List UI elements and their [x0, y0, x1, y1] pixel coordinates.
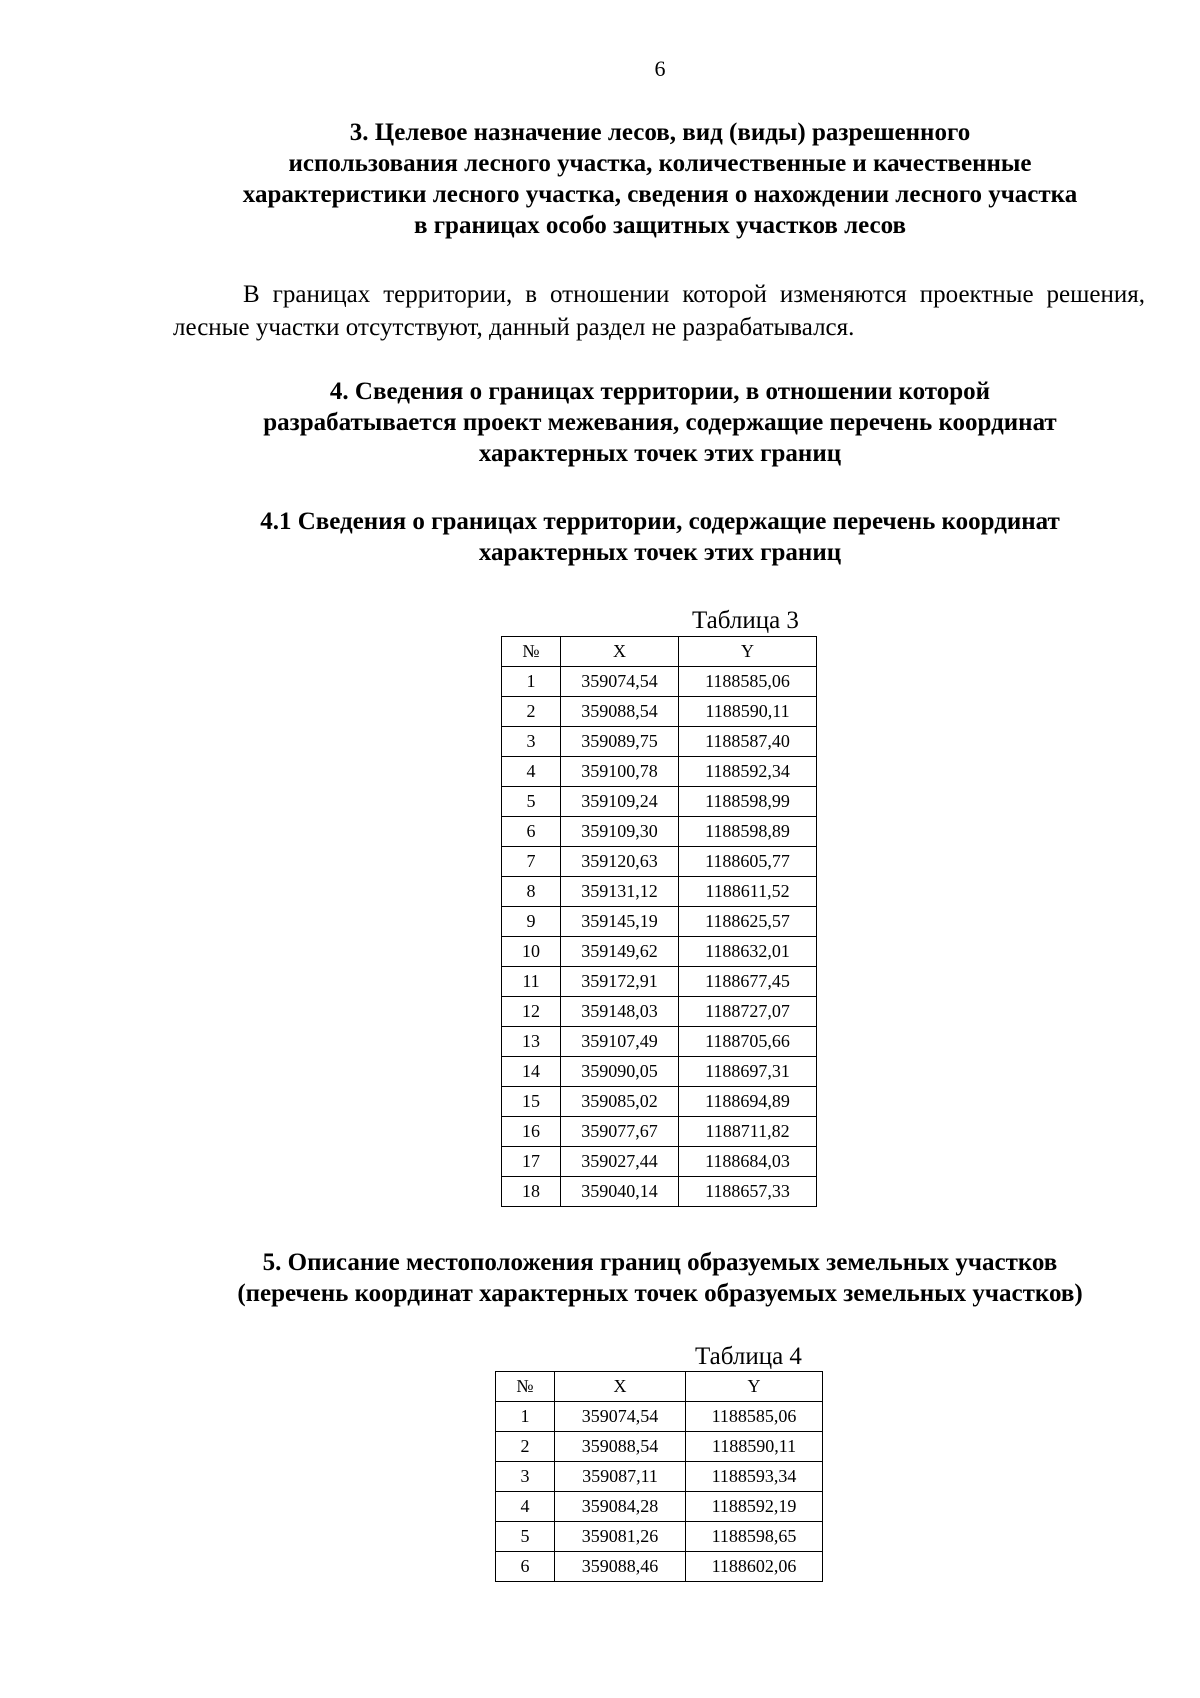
page-number: 6 — [654, 56, 666, 81]
point-number-cell: 2 — [502, 697, 561, 727]
y-coordinate-cell: 1188711,82 — [679, 1117, 817, 1147]
y-coordinate-cell: 1188632,01 — [679, 937, 817, 967]
y-coordinate-cell: 1188605,77 — [679, 847, 817, 877]
point-number-cell: 13 — [502, 1027, 561, 1057]
coordinates-table-4 — [495, 1371, 823, 1582]
point-number-cell: 7 — [502, 847, 561, 877]
table-row — [502, 1177, 817, 1207]
coordinates-table-3 — [501, 636, 817, 1207]
point-number-cell: 1 — [502, 667, 561, 697]
table-row — [502, 817, 817, 847]
point-number-cell: 5 — [502, 787, 561, 817]
table-row — [502, 1027, 817, 1057]
header-x: X — [561, 637, 679, 667]
table-row — [496, 1402, 823, 1432]
y-coordinate-cell: 1188657,33 — [679, 1177, 817, 1207]
table-row — [502, 697, 817, 727]
y-coordinate-cell: 1188598,65 — [686, 1522, 823, 1552]
x-coordinate-cell: 359077,67 — [561, 1117, 679, 1147]
section-3-paragraph — [173, 278, 1145, 344]
point-number-cell: 9 — [502, 907, 561, 937]
x-coordinate-cell: 359088,54 — [561, 697, 679, 727]
paragraph-text: В границах территории, в отношении которой изменяются проектные решения, лесные участки отсутствуют, данный раздел не разрабатывался. — [173, 281, 1145, 341]
table-row — [502, 1147, 817, 1177]
point-number-cell: 3 — [502, 727, 561, 757]
y-coordinate-cell: 1188590,11 — [686, 1432, 823, 1462]
y-coordinate-cell: 1188677,45 — [679, 967, 817, 997]
section-4-heading — [175, 376, 1145, 469]
x-coordinate-cell: 359149,62 — [561, 937, 679, 967]
x-coordinate-cell: 359109,30 — [561, 817, 679, 847]
section-3-heading — [175, 117, 1145, 241]
table-header-row — [496, 1372, 823, 1402]
table-row — [496, 1552, 823, 1582]
y-coordinate-cell: 1188598,99 — [679, 787, 817, 817]
table-row — [496, 1462, 823, 1492]
header-x: X — [555, 1372, 686, 1402]
point-number-cell: 2 — [496, 1432, 555, 1462]
x-coordinate-cell: 359131,12 — [561, 877, 679, 907]
y-coordinate-cell: 1188602,06 — [686, 1552, 823, 1582]
point-number-cell: 8 — [502, 877, 561, 907]
section-5-heading — [175, 1247, 1145, 1309]
y-coordinate-cell: 1188590,11 — [679, 697, 817, 727]
x-coordinate-cell: 359148,03 — [561, 997, 679, 1027]
x-coordinate-cell: 359074,54 — [561, 667, 679, 697]
x-coordinate-cell: 359089,75 — [561, 727, 679, 757]
point-number-cell: 11 — [502, 967, 561, 997]
x-coordinate-cell: 359088,46 — [555, 1552, 686, 1582]
x-coordinate-cell: 359107,49 — [561, 1027, 679, 1057]
table-3-caption: Таблица 3 — [692, 607, 799, 634]
heading-line: 5. Описание местоположения границ образуемых земельных участков — [262, 1249, 1058, 1276]
point-number-cell: 4 — [496, 1492, 555, 1522]
table-row — [502, 727, 817, 757]
y-coordinate-cell: 1188705,66 — [679, 1027, 817, 1057]
heading-line: характерных точек этих границ — [478, 539, 842, 566]
table-row — [502, 667, 817, 697]
heading-line: разрабатывается проект межевания, содержащие перечень координат — [263, 409, 1057, 436]
table-row — [502, 787, 817, 817]
table-4-caption: Таблица 4 — [695, 1343, 802, 1370]
x-coordinate-cell: 359100,78 — [561, 757, 679, 787]
table-row — [496, 1522, 823, 1552]
table-row — [502, 757, 817, 787]
heading-line: 4. Сведения о границах территории, в отношении которой — [329, 378, 991, 405]
point-number-cell: 17 — [502, 1147, 561, 1177]
heading-line: в границах особо защитных участков лесов — [413, 212, 907, 239]
header-number: № — [502, 637, 561, 667]
y-coordinate-cell: 1188585,06 — [686, 1402, 823, 1432]
heading-line: (перечень координат характерных точек образуемых земельных участков) — [237, 1280, 1083, 1307]
table-row — [502, 937, 817, 967]
table-row — [502, 907, 817, 937]
table-row — [502, 847, 817, 877]
x-coordinate-cell: 359074,54 — [555, 1402, 686, 1432]
point-number-cell: 6 — [496, 1552, 555, 1582]
heading-line: использования лесного участка, количественные и качественные — [288, 150, 1032, 177]
x-coordinate-cell: 359084,28 — [555, 1492, 686, 1522]
heading-line: характеристики лесного участка, сведения о нахождении лесного участка — [242, 181, 1078, 208]
y-coordinate-cell: 1188598,89 — [679, 817, 817, 847]
x-coordinate-cell: 359081,26 — [555, 1522, 686, 1552]
y-coordinate-cell: 1188697,31 — [679, 1057, 817, 1087]
y-coordinate-cell: 1188592,19 — [686, 1492, 823, 1522]
x-coordinate-cell: 359085,02 — [561, 1087, 679, 1117]
x-coordinate-cell: 359145,19 — [561, 907, 679, 937]
header-y: Y — [686, 1372, 823, 1402]
point-number-cell: 4 — [502, 757, 561, 787]
table-row — [496, 1492, 823, 1522]
x-coordinate-cell: 359040,14 — [561, 1177, 679, 1207]
table-row — [502, 1087, 817, 1117]
x-coordinate-cell: 359087,11 — [555, 1462, 686, 1492]
point-number-cell: 6 — [502, 817, 561, 847]
y-coordinate-cell: 1188587,40 — [679, 727, 817, 757]
point-number-cell: 12 — [502, 997, 561, 1027]
heading-line: 3. Целевое назначение лесов, вид (виды) разрешенного — [349, 119, 971, 146]
y-coordinate-cell: 1188727,07 — [679, 997, 817, 1027]
y-coordinate-cell: 1188611,52 — [679, 877, 817, 907]
table-row — [502, 997, 817, 1027]
heading-line: 4.1 Сведения о границах территории, содержащие перечень координат — [260, 508, 1060, 535]
y-coordinate-cell: 1188593,34 — [686, 1462, 823, 1492]
header-y: Y — [679, 637, 817, 667]
section-4-1-heading — [175, 506, 1145, 568]
point-number-cell: 5 — [496, 1522, 555, 1552]
table-header-row — [502, 637, 817, 667]
x-coordinate-cell: 359088,54 — [555, 1432, 686, 1462]
table-row — [496, 1432, 823, 1462]
point-number-cell: 18 — [502, 1177, 561, 1207]
point-number-cell: 14 — [502, 1057, 561, 1087]
x-coordinate-cell: 359109,24 — [561, 787, 679, 817]
y-coordinate-cell: 1188694,89 — [679, 1087, 817, 1117]
table-row — [502, 967, 817, 997]
point-number-cell: 16 — [502, 1117, 561, 1147]
point-number-cell: 3 — [496, 1462, 555, 1492]
y-coordinate-cell: 1188585,06 — [679, 667, 817, 697]
x-coordinate-cell: 359027,44 — [561, 1147, 679, 1177]
point-number-cell: 10 — [502, 937, 561, 967]
x-coordinate-cell: 359172,91 — [561, 967, 679, 997]
point-number-cell: 15 — [502, 1087, 561, 1117]
x-coordinate-cell: 359120,63 — [561, 847, 679, 877]
table-row — [502, 877, 817, 907]
y-coordinate-cell: 1188592,34 — [679, 757, 817, 787]
x-coordinate-cell: 359090,05 — [561, 1057, 679, 1087]
table-row — [502, 1117, 817, 1147]
point-number-cell: 1 — [496, 1402, 555, 1432]
y-coordinate-cell: 1188684,03 — [679, 1147, 817, 1177]
table-row — [502, 1057, 817, 1087]
heading-line: характерных точек этих границ — [478, 440, 842, 467]
y-coordinate-cell: 1188625,57 — [679, 907, 817, 937]
header-number: № — [496, 1372, 555, 1402]
